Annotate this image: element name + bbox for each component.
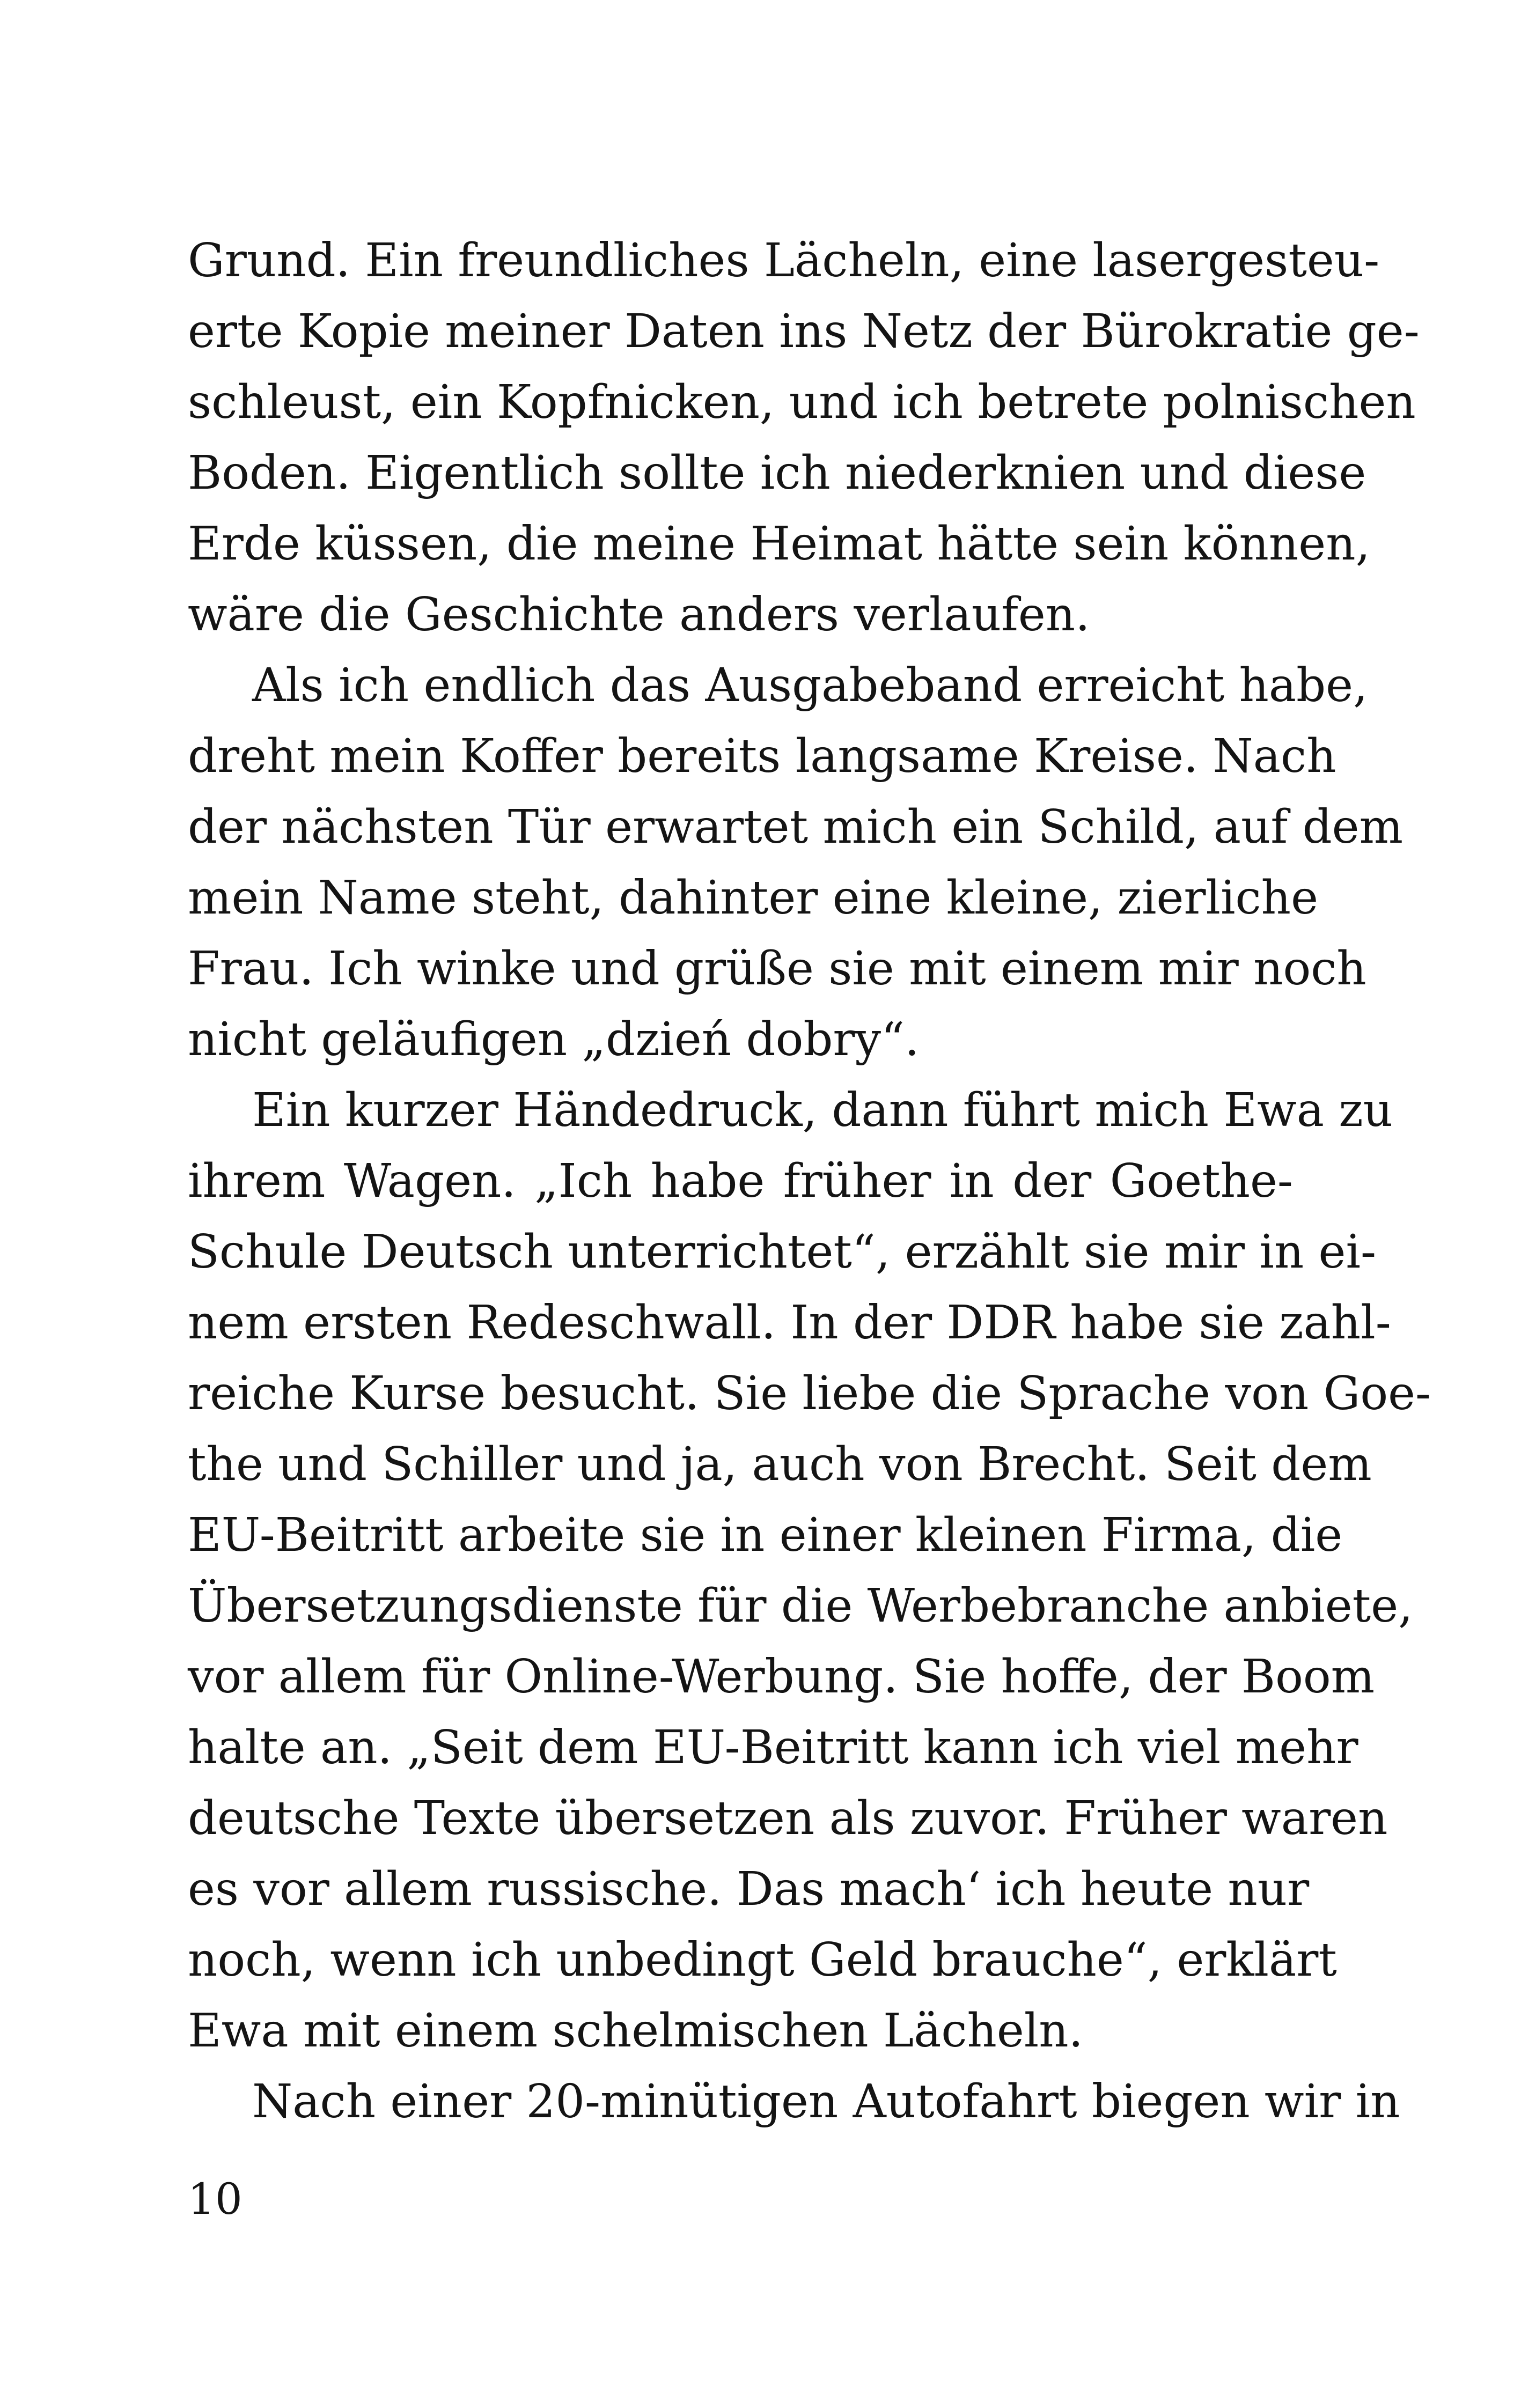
page-number: 10 <box>188 2174 243 2224</box>
text-line: vor allem für Online-Werbung. Sie hoffe, der Boom <box>188 1650 1375 1704</box>
text-line: es vor allem russische. Das mach‘ ich heute nur <box>188 1862 1310 1916</box>
text-line: Grund. Ein freundliches Lächeln, eine lasergesteu- <box>188 234 1380 288</box>
text-line: mein Name steht, dahinter eine kleine, zierliche <box>188 871 1318 925</box>
text-line: the und Schiller und ja, auch von Brecht. Seit dem <box>188 1438 1372 1491</box>
text-line: Nach einer 20-minütigen Autofahrt biegen wir in <box>252 2075 1400 2129</box>
text-line: Frau. Ich winke und grüße sie mit einem mir noch <box>188 942 1366 996</box>
text-line: wäre die Geschichte anders verlaufen. <box>188 588 1090 642</box>
text-line: der nächsten Tür erwartet mich ein Schild, auf dem <box>188 800 1404 854</box>
text-line: deutsche Texte übersetzen als zuvor. Früher waren <box>188 1792 1388 1845</box>
text-line: Als ich endlich das Ausgabeband erreicht habe, <box>252 659 1368 712</box>
text-line: ihrem Wagen. „Ich habe früher in der Goethe- <box>188 1154 1293 1208</box>
paragraph <box>188 650 1404 1075</box>
text-line: schleust, ein Kopfnicken, und ich betrete polnischen <box>188 375 1416 429</box>
text-line: Ein kurzer Händedruck, dann führt mich Ewa zu <box>252 1084 1393 1137</box>
text-line: nicht geläufigen „dzień dobry“. <box>188 1013 920 1066</box>
text-line: EU-Beitritt arbeite sie in einer kleinen Firma, die <box>188 1508 1343 1562</box>
paragraph <box>188 1075 1431 2066</box>
text-line: dreht mein Koffer bereits langsame Kreise. Nach <box>188 730 1336 783</box>
text-line: Ewa mit einem schelmischen Lächeln. <box>188 2004 1084 2058</box>
text-line: Erde küssen, die meine Heimat hätte sein können, <box>188 517 1370 571</box>
text-line: Boden. Eigentlich sollte ich niederknien und diese <box>188 446 1366 500</box>
text-line: halte an. „Seit dem EU-Beitritt kann ich viel mehr <box>188 1721 1358 1774</box>
paragraph <box>188 225 1420 650</box>
body-text <box>188 225 1431 2137</box>
text-line: erte Kopie meiner Daten ins Netz der Bürokratie ge- <box>188 305 1420 358</box>
text-line: Schule Deutsch unterrichtet“, erzählt sie mir in ei- <box>188 1225 1377 1279</box>
text-line: noch, wenn ich unbedingt Geld brauche“, erklärt <box>188 1933 1337 1987</box>
text-line: nem ersten Redeschwall. In der DDR habe sie zahl- <box>188 1296 1391 1350</box>
paragraph <box>188 2066 1400 2137</box>
text-line: reiche Kurse besucht. Sie liebe die Sprache von Goe- <box>188 1367 1431 1420</box>
text-line: Übersetzungsdienste für die Werbebranche anbiete, <box>188 1579 1413 1633</box>
